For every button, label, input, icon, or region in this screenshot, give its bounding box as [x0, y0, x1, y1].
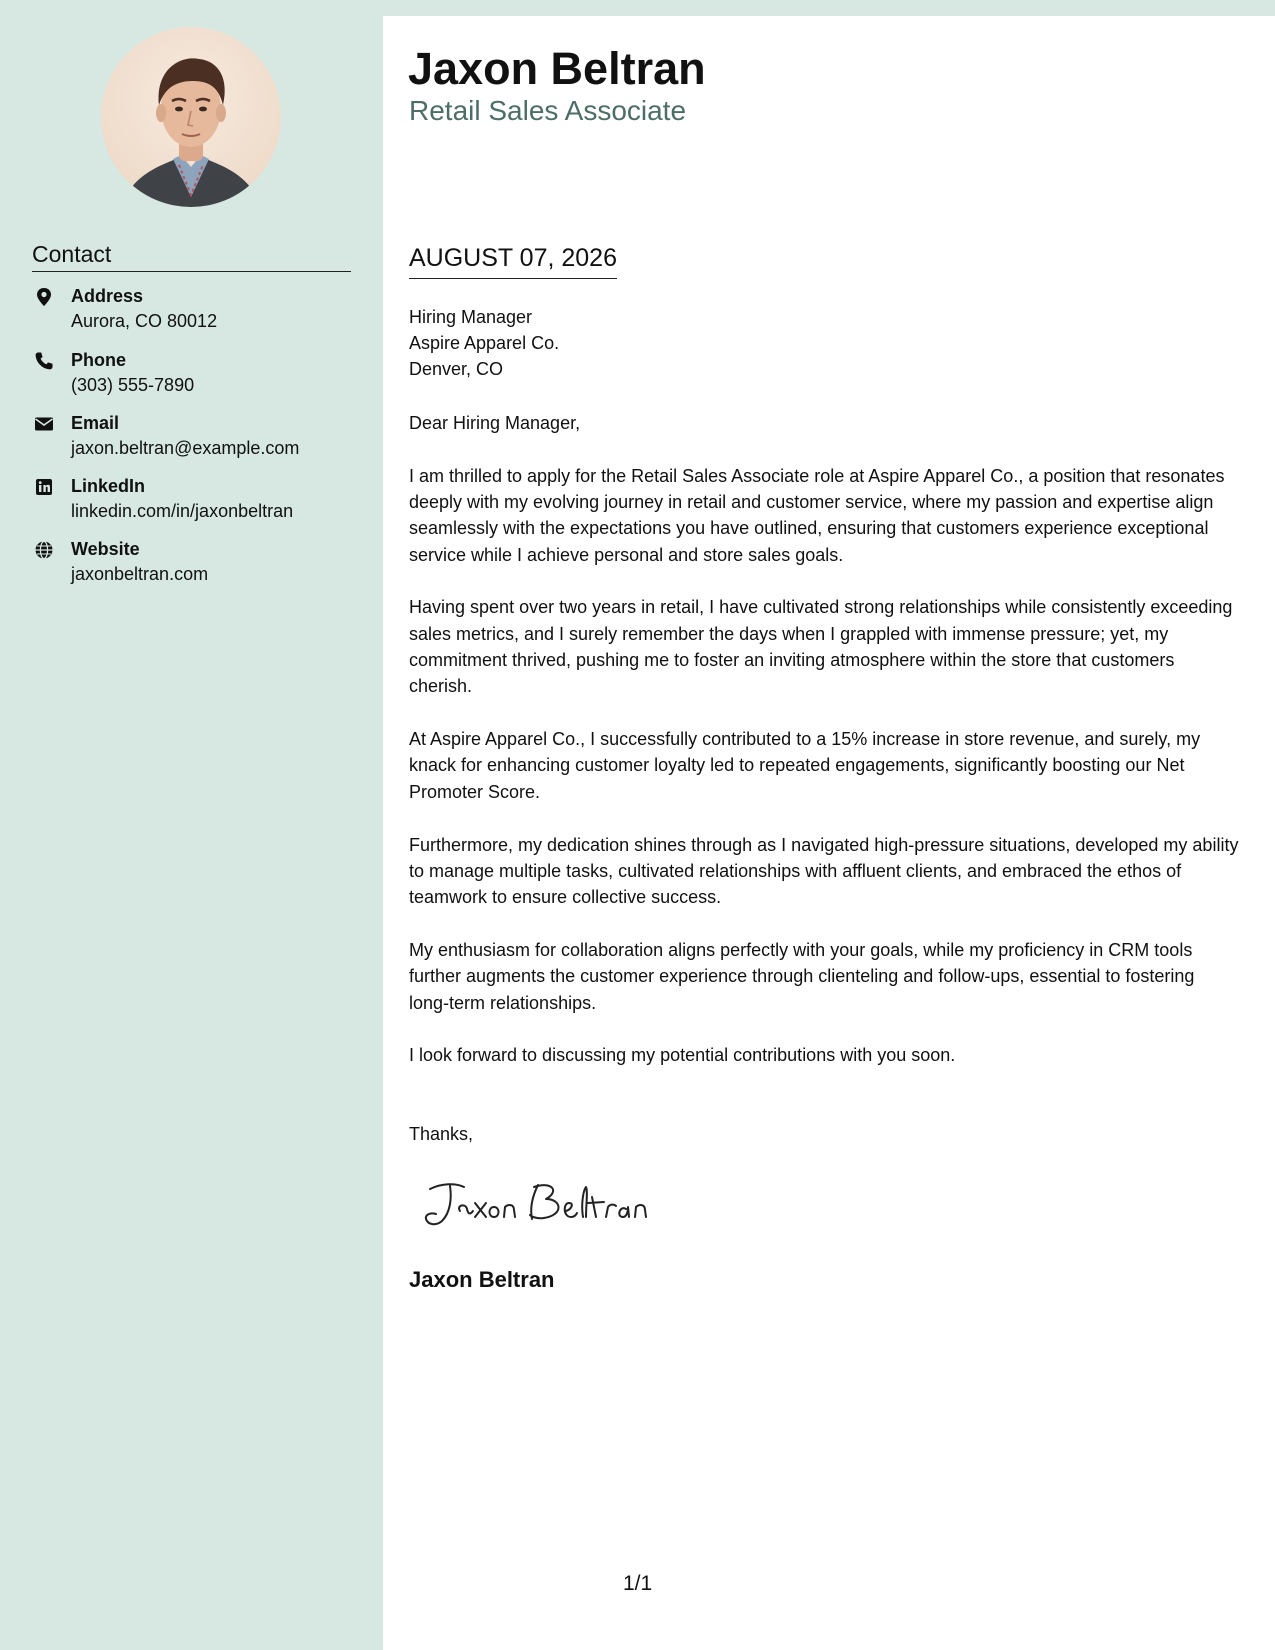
contact-value: (303) 555-7890	[71, 375, 195, 395]
signoff: Thanks,	[409, 1124, 474, 1144]
job-title: Retail Sales Associate	[409, 95, 687, 126]
applicant-name: Jaxon Beltran	[408, 43, 706, 94]
body-paragraph: I am thrilled to apply for the Retail Sales Associate role at Aspire Apparel Co., a position that resonates deeply with my evolving journey in retail and customer service, where my passion and expertise align seamlessly with the expectations you have outlined, ensuring that customers experience exceptional service while I achieve personal and store sales goals.	[409, 465, 1225, 565]
contact-label: Address	[71, 286, 144, 306]
linkedin-icon	[34, 477, 54, 497]
salutation: Dear Hiring Manager,	[409, 413, 581, 433]
body-paragraph: At Aspire Apparel Co., I successfully contributed to a 15% increase in store revenue, and surely, my knack for enhancing customer loyalty led to repeated engagements, significantly boosting our Net Promoter Score.	[409, 729, 1201, 802]
envelope-icon	[34, 414, 54, 434]
letter-date: AUGUST 07, 2026	[409, 243, 617, 279]
body-paragraph: Furthermore, my dedication shines through as I navigated high-pressure situations, developed my ability to manage multiple tasks, cultivated relationships with affluent clients, and embraced the ethos of teamwork to ensure collective success.	[409, 834, 1239, 908]
contact-value: jaxonbeltran.com	[71, 564, 209, 584]
letter-body	[409, 410, 1239, 1095]
contact-value: Aurora, CO 80012	[71, 311, 218, 331]
map-pin-icon	[34, 287, 54, 307]
contact-value: linkedin.com/in/jaxonbeltran	[71, 501, 294, 521]
body-paragraph: I look forward to discussing my potential contributions with you soon.	[409, 1045, 956, 1066]
contact-heading: Contact	[32, 240, 351, 272]
profile-photo	[101, 27, 281, 207]
signed-name: Jaxon Beltran	[409, 1267, 555, 1292]
body-paragraph: Having spent over two years in retail, I have cultivated strong relationships while consistently exceeding sales metrics, and I surely remember the days when I grappled with immense pressure; yet, my commitment thrived, pushing me to foster an inviting atmosphere within the store that customers cherish.	[409, 597, 1233, 697]
contact-label: Website	[71, 539, 140, 559]
phone-icon	[34, 351, 54, 371]
page-number: 1/1	[623, 1572, 653, 1595]
body-paragraph: My enthusiasm for collaboration aligns perfectly with your goals, while my proficiency in CRM tools further augments the customer experience through clienteling and follow-ups, essential to fostering long-term relationships.	[409, 939, 1195, 1013]
recipient-line: Hiring Manager	[409, 307, 533, 327]
contact-label: Phone	[71, 350, 127, 370]
recipient-block	[409, 304, 559, 382]
contact-label: Email	[71, 413, 120, 433]
recipient-line: Denver, CO	[409, 359, 504, 379]
contact-value: jaxon.beltran@example.com	[71, 438, 300, 458]
contact-label: LinkedIn	[71, 476, 146, 496]
recipient-line: Aspire Apparel Co.	[409, 333, 560, 353]
globe-icon	[34, 540, 54, 560]
handwritten-signature	[420, 1175, 660, 1235]
